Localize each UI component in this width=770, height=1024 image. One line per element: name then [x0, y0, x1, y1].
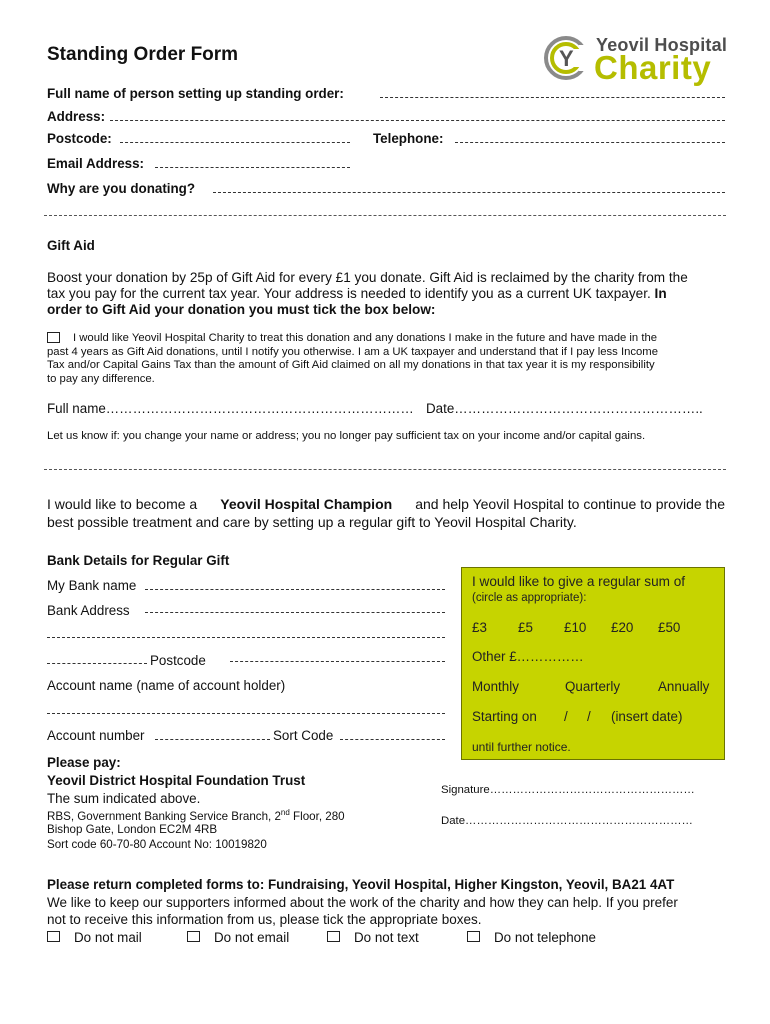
frequency-option[interactable]: Quarterly	[565, 679, 621, 694]
address-label: Address:	[47, 109, 106, 124]
bank-details-heading: Bank Details for Regular Gift	[47, 553, 230, 568]
do-not-email-label: Do not email	[214, 930, 290, 945]
email-field[interactable]	[155, 167, 350, 168]
starting-on-label: Starting on	[472, 709, 537, 724]
bank-postcode-label: Postcode	[150, 653, 206, 668]
date-separator: /	[587, 709, 591, 724]
bank-branch: RBS, Government Banking Service Branch, 2nd Floor, 280	[47, 808, 345, 823]
gift-aid-intro-line3: order to Gift Aid your donation you must tick the box below:	[47, 302, 436, 317]
sum-indicated: The sum indicated above.	[47, 791, 201, 806]
divider	[44, 215, 726, 216]
gift-aid-declaration: I would like Yeovil Hospital Charity to treat this donation and any donations I make in the future and have made in the past 4 years as Gift Aid donations, until I notify you otherwise. I am a UK taxpayer and understand that if I pay less Income Tax and/or Capital Gains Tax than the amount of Gift Aid claimed on all my donations in that tax year it is my responsibility to pay any difference.	[47, 332, 658, 385]
account-name-field[interactable]	[47, 713, 445, 714]
account-number-field[interactable]	[155, 739, 270, 740]
logo-text-line1: Yeovil Hospital	[596, 35, 728, 55]
account-number-label: Account number	[47, 728, 145, 743]
bank-name-label: My Bank name	[47, 578, 137, 593]
why-label: Why are you donating?	[47, 181, 196, 196]
frequency-option[interactable]: Monthly	[472, 679, 519, 694]
logo-text-line2: Charity	[594, 49, 712, 86]
bank-address-label: Bank Address	[47, 603, 130, 618]
bank-address: Bishop Gate, London EC2M 4RB	[47, 823, 218, 836]
regular-gift-box	[461, 567, 725, 760]
amount-option[interactable]: £10	[564, 620, 587, 635]
bank-postcode-field[interactable]	[230, 661, 445, 662]
champion-text: I would like to become a Yeovil Hospital Champion and help Yeovil Hospital to continue to provide the best possible treatment and care by setting up a regular gift to Yeovil Hospital Charity.	[47, 496, 725, 530]
address-field[interactable]	[110, 120, 725, 121]
divider	[44, 469, 726, 470]
contact-preferences-text: We like to keep our supporters informed about the work of the charity and how they can help. If you prefer not to receive this information from us, please tick the appropriate boxes.	[47, 895, 678, 927]
bank-address-field[interactable]	[145, 612, 445, 613]
gift-aid-full-name-field[interactable]: Full name……………………………………………………………	[47, 401, 414, 416]
email-label: Email Address:	[47, 156, 144, 171]
do-not-mail-checkbox[interactable]	[47, 931, 60, 942]
return-address: Please return completed forms to: Fundraising, Yeovil Hospital, Higher Kingston, Yeovil, BA21 4AT	[47, 877, 675, 892]
gift-aid-intro-line1: Boost your donation by 25p of Gift Aid for every £1 you donate. Gift Aid is reclaimed by the charity from the	[47, 270, 688, 285]
full-name-label: Full name of person setting up standing order:	[47, 86, 344, 101]
signature-date-field[interactable]: Date……………………………………………………	[441, 815, 693, 827]
gift-aid-heading: Gift Aid	[47, 238, 95, 253]
regular-gift-title: I would like to give a regular sum of	[472, 574, 686, 589]
amount-option[interactable]: £50	[658, 620, 681, 635]
date-separator: /	[564, 709, 568, 724]
gift-aid-intro	[47, 270, 688, 318]
sort-code-account: Sort code 60-70-80 Account No: 10019820	[47, 838, 267, 851]
page-title: Standing Order Form	[47, 44, 239, 65]
telephone-label: Telephone:	[373, 131, 444, 146]
account-name-label: Account name (name of account holder)	[47, 678, 286, 693]
do-not-telephone-label: Do not telephone	[494, 930, 596, 945]
insert-date-hint: (insert date)	[611, 709, 683, 724]
frequency-option[interactable]: Annually	[658, 679, 710, 694]
postcode-field[interactable]	[120, 142, 350, 143]
regular-gift-subtitle: (circle as appropriate):	[472, 592, 587, 604]
bank-name-field[interactable]	[145, 589, 445, 590]
bank-address-field-3[interactable]	[47, 663, 147, 664]
sort-code-label: Sort Code	[273, 728, 334, 743]
do-not-text-checkbox[interactable]	[327, 931, 340, 942]
payee-name: Yeovil District Hospital Foundation Trust	[47, 773, 306, 788]
signature-field[interactable]: Signature………………………………………………	[441, 784, 695, 796]
until-further-notice: until further notice.	[472, 740, 571, 754]
do-not-email-checkbox[interactable]	[187, 931, 200, 942]
amount-option[interactable]: £20	[611, 620, 634, 635]
logo-letter: Y	[559, 46, 574, 71]
gift-aid-intro-line2: tax you pay for the current tax year. Your address is needed to identify you as a current UK taxpayer. In	[47, 286, 667, 301]
gift-aid-notice: Let us know if: you change your name or address; you no longer pay sufficient tax on your income and/or capital gains.	[47, 430, 646, 442]
do-not-telephone-checkbox[interactable]	[467, 931, 480, 942]
postcode-label: Postcode:	[47, 131, 112, 146]
full-name-field[interactable]	[380, 97, 725, 98]
bank-address-field-2[interactable]	[47, 637, 445, 638]
sort-code-field[interactable]	[340, 739, 445, 740]
telephone-field[interactable]	[455, 142, 725, 143]
why-field[interactable]	[213, 192, 725, 193]
do-not-mail-label: Do not mail	[74, 930, 142, 945]
other-amount-field[interactable]: Other £……………	[472, 649, 584, 664]
amount-option[interactable]: £3	[472, 620, 487, 635]
please-pay-heading: Please pay:	[47, 755, 121, 770]
do-not-text-label: Do not text	[354, 930, 419, 945]
gift-aid-date-field[interactable]: Date………………………………………………..	[426, 401, 703, 416]
amount-option[interactable]: £5	[518, 620, 533, 635]
